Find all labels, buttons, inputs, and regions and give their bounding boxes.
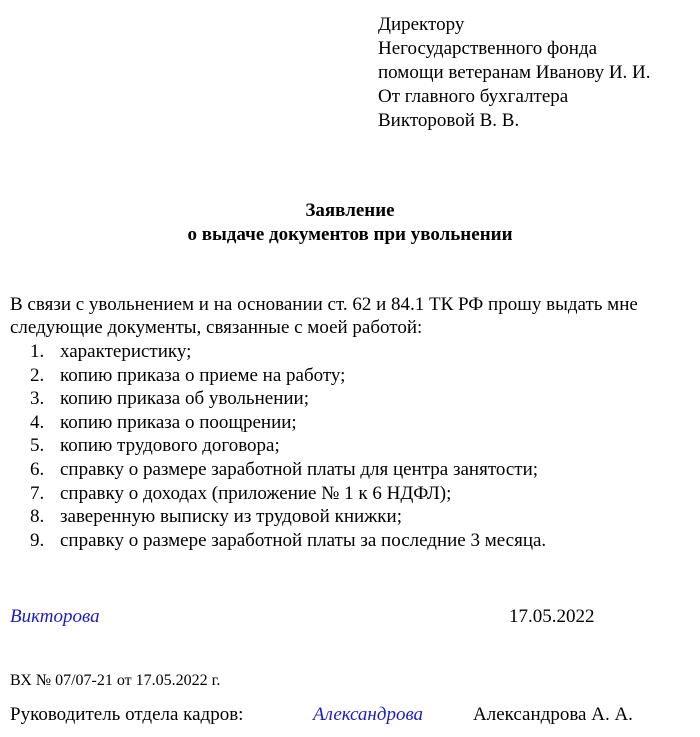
list-item-number: 9. (30, 529, 45, 551)
applicant-signature: Викторова (10, 606, 100, 627)
list-item-number: 8. (30, 506, 45, 528)
request-paragraph (10, 293, 696, 339)
list-item-number: 2. (30, 364, 45, 386)
list-item (30, 340, 546, 364)
list-item (30, 364, 546, 388)
list-item-text: копию трудового договора; (60, 435, 280, 457)
list-item (30, 482, 546, 506)
addressee-line: От главного бухгалтера (378, 86, 569, 107)
addressee-block (378, 13, 651, 133)
addressee-line: помощи ветеранам Иванову И. И. (378, 62, 651, 83)
addressee-line: Викторовой В. В. (378, 110, 520, 131)
list-item-number: 1. (30, 341, 45, 362)
addressee-line: Негосударственного фонда (378, 38, 598, 59)
list-item (30, 458, 546, 482)
list-item-text: характеристику; (60, 341, 192, 362)
list-item (30, 434, 546, 458)
list-item-text: справку о доходах (приложение № 1 к 6 НДФЛ); (60, 482, 452, 504)
list-item-number: 7. (30, 482, 45, 504)
list-item (30, 505, 546, 529)
list-item-number: 3. (30, 388, 45, 410)
list-item-number: 4. (30, 411, 45, 433)
list-item-text: справку о размере заработной платы для центра занятости; (60, 458, 539, 480)
list-item-text: копию приказа о приеме на работу; (60, 364, 346, 386)
document-subtitle: о выдаче документов при увольнении (187, 224, 513, 245)
list-item-text: копию приказа об увольнении; (60, 388, 309, 410)
documents-list (30, 340, 546, 552)
list-item (30, 387, 546, 411)
hr-head-label: Руководитель отдела кадров: (10, 704, 244, 725)
list-item (30, 411, 546, 435)
list-item (30, 529, 546, 553)
application-date: 17.05.2022 (509, 606, 595, 627)
list-item-text: заверенную выписку из трудовой книжки; (60, 506, 402, 528)
hr-head-signature: Александрова (313, 704, 424, 725)
incoming-registration-number: ВХ № 07/07-21 от 17.05.2022 г. (10, 672, 221, 689)
hr-head-name: Александрова А. А. (473, 704, 633, 725)
list-item-text: копию приказа о поощрении; (60, 411, 297, 433)
addressee-line: Директору (378, 14, 465, 35)
list-item-text: справку о размере заработной платы за последние 3 месяца. (60, 529, 547, 551)
request-text-line: следующие документы, связанные с моей работой: (10, 317, 423, 338)
document-title: Заявление (305, 200, 395, 221)
request-text-line: В связи с увольнением и на основании ст. 62 и 84.1 ТК РФ прошу выдать мне (10, 294, 638, 315)
list-item-number: 6. (30, 458, 45, 480)
list-item-number: 5. (30, 435, 45, 457)
